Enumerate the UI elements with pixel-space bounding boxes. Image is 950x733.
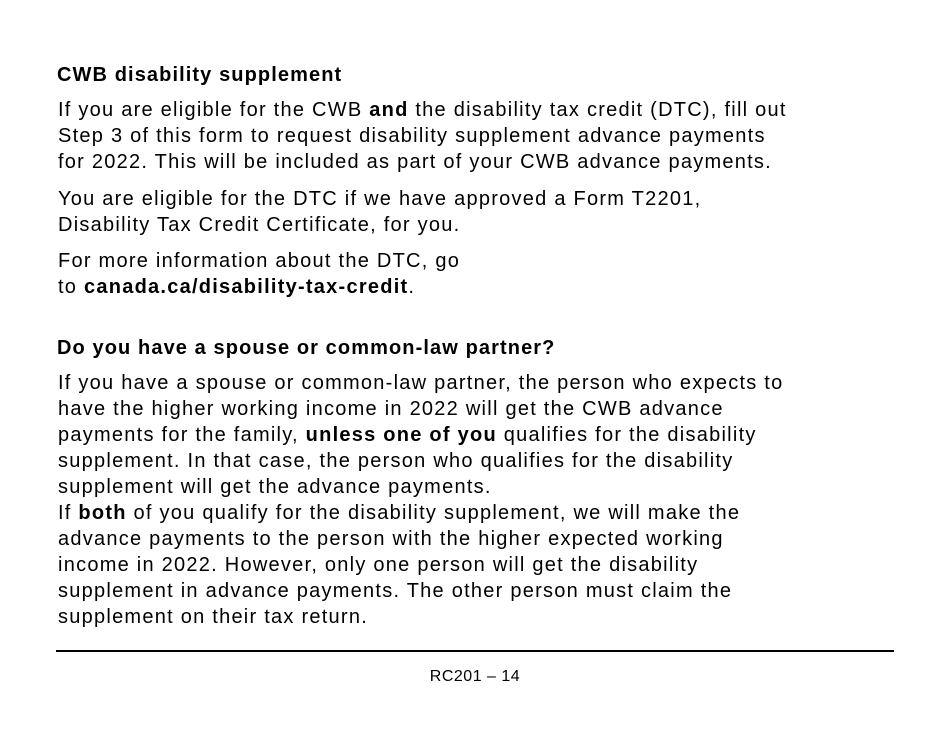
spouse-payments-paragraph [58, 370, 784, 500]
text-span: the disability tax credit (DTC), fill out [408, 99, 787, 121]
text-span: If [58, 502, 79, 524]
form-t2201-paragraph [58, 186, 701, 238]
spouse-partner-heading: Do you have a spouse or common-law partner? [57, 337, 556, 359]
text-span: have the higher working income in 2022 will get the CWB advance [58, 398, 724, 420]
text-span: supplement in advance payments. The other person must claim the [58, 580, 733, 602]
text-span: . [408, 276, 416, 298]
text-span: to [58, 276, 84, 298]
text-span: income in 2022. However, only one person will get the disability [58, 554, 699, 576]
text-span: supplement will get the advance payments. [58, 476, 492, 498]
text-span: for 2022. This will be included as part of your CWB advance payments. [58, 151, 772, 173]
dtc-website-link[interactable]: canada.ca/disability-tax-credit [84, 276, 409, 298]
emphasis-unless-one-of-you: unless one of you [305, 424, 497, 446]
dtc-eligibility-paragraph [58, 97, 787, 175]
text-span: Step 3 of this form to request disability supplement advance payments [58, 125, 766, 147]
text-span: of you qualify for the disability supplement, we will make the [126, 502, 741, 524]
text-span: qualifies for the disability [496, 424, 757, 446]
text-span: advance payments to the person with the higher expected working [58, 528, 724, 550]
emphasis-both: both [78, 502, 127, 524]
text-span: You are eligible for the DTC if we have approved a Form T2201, [58, 188, 702, 210]
both-qualify-paragraph [58, 500, 740, 630]
text-span: Disability Tax Credit Certificate, for you. [58, 214, 461, 236]
emphasis-and: and [369, 99, 409, 121]
text-span: payments for the family, [58, 424, 306, 446]
cwb-disability-supplement-heading: CWB disability supplement [57, 64, 343, 86]
footer-divider [56, 650, 894, 652]
text-span: supplement. In that case, the person who qualifies for the disability [58, 450, 734, 472]
text-span: If you have a spouse or common-law partner, the person who expects to [58, 372, 784, 394]
text-span: For more information about the DTC, go [58, 250, 461, 272]
page-number: RC201 – 14 [429, 668, 521, 685]
text-span: supplement on their tax return. [58, 606, 369, 628]
text-span: If you are eligible for the CWB [58, 99, 370, 121]
more-info-paragraph [58, 248, 460, 300]
